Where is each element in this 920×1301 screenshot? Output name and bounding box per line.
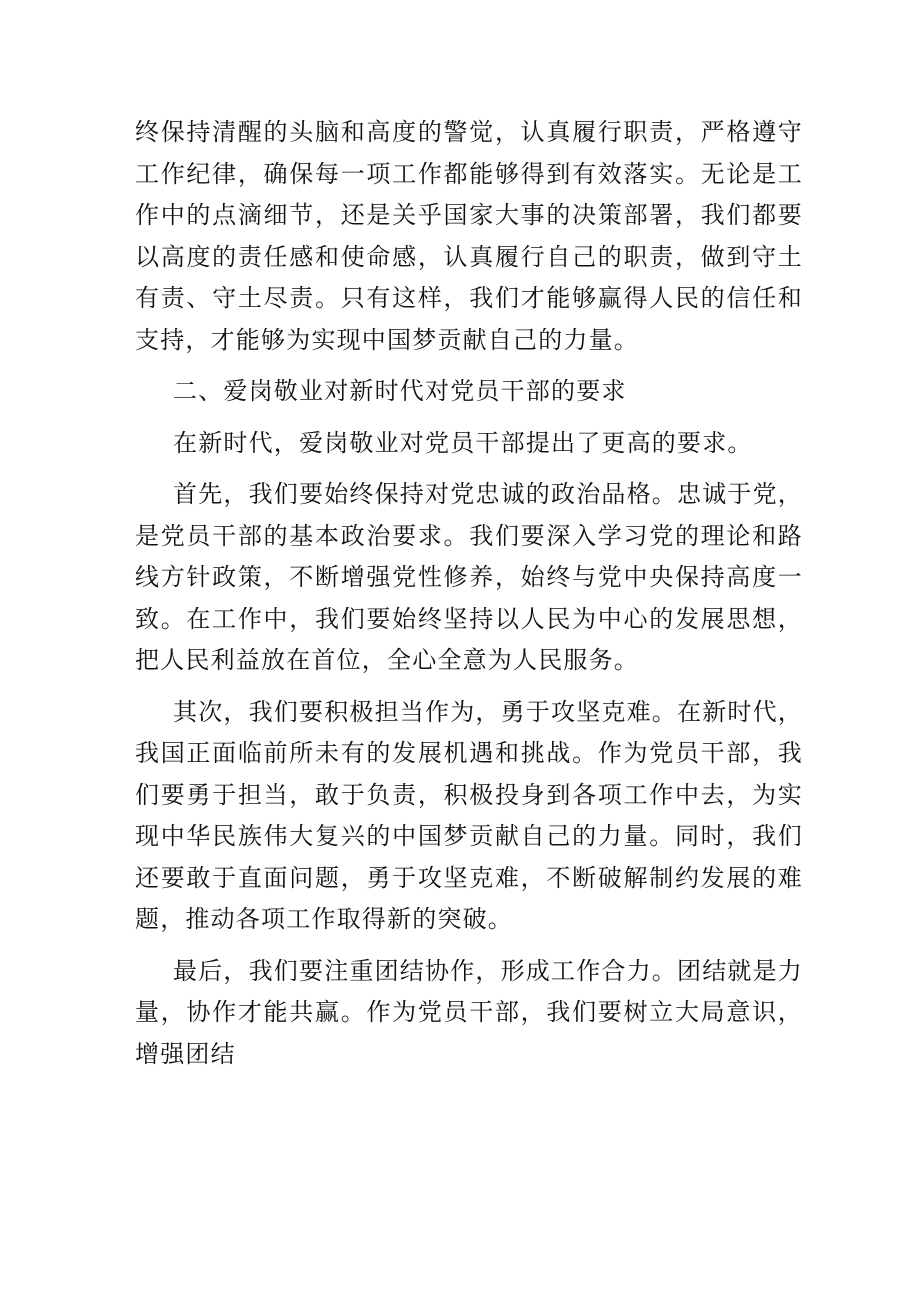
paragraph-continuation: 终保持清醒的头脑和高度的警觉，认真履行职责，严格遵守工作纪律，确保每一项工作都能够得到有效落实。无论是工作中的点滴细节，还是关乎国家大事的决策部署，我们都要以高度的责任感和使命感，认真履行自己的职责，做到守土有责、守土尽责。只有这样，我们才能够赢得人民的信任和支持，才能够为实现中国梦贡献自己的力量。 [135,118,803,354]
paragraph-first-point: 首先，我们要始终保持对党忠诚的政治品格。忠诚于党，是党员干部的基本政治要求。我们要深入学习党的理论和路线方针政策，不断增强党性修养，始终与党中央保持高度一致。在工作中，我们要始终坚持以人民为中心的发展思想，把人民利益放在首位，全心全意为人民服务。 [135,480,803,674]
paragraph-third-point: 最后，我们要注重团结协作，形成工作合力。团结就是力量，协作才能共赢。作为党员干部，我们要树立大局意识，增强团结 [135,956,803,1068]
paragraph-intro: 在新时代，爱岗敬业对党员干部提出了更高的要求。 [173,428,753,457]
document-body [135,112,803,1075]
paragraph-second-point: 其次，我们要积极担当作为，勇于攻坚克难。在新时代，我国正面临前所未有的发展机遇和挑战。作为党员干部，我们要勇于担当，敢于负责，积极投身到各项工作中去，为实现中华民族伟大复兴的中国梦贡献自己的力量。同时，我们还要敢于直面问题，勇于攻坚克难，不断破解制约发展的难题，推动各项工作取得新的突破。 [135,697,803,933]
section-heading: 二、爱岗敬业对新时代对党员干部的要求 [173,377,627,405]
